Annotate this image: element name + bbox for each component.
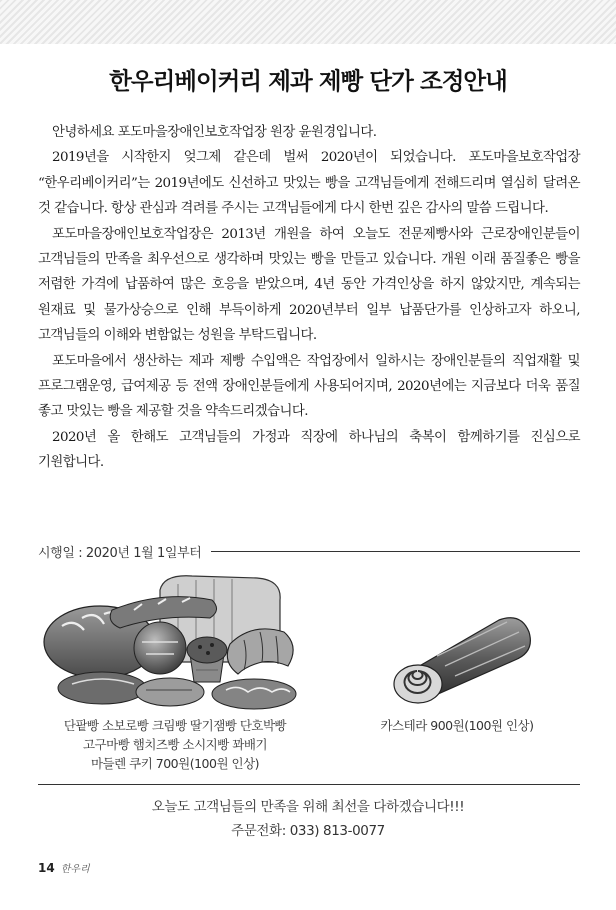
closing-section: [0, 795, 616, 843]
page-footer: [38, 860, 90, 875]
bread-assortment-illustration: [42, 570, 304, 716]
order-phone: 주문전화: 033) 813-0077: [231, 823, 385, 839]
castella-price: 카스테라 900원(100원 인상): [380, 718, 534, 733]
paragraph-intro: 2019년을 시작한지 엊그제 같은데 벌써 2020년이 되었습니다. 포도마을보호작업장 “한우리베이커리”는 2019년에도 신선하고 맛있는 빵을 고객님들에게 전해드리며 열심히 달려온 것 같습니다. 항상 관심과 격려를 주시는 고객님들에게 다시 한번 깊은 감사의 말씀 드립니다.: [38, 150, 580, 217]
closing-message: 오늘도 고객님들의 만족을 위해 최선을 다하겠습니다!!!: [151, 799, 465, 815]
paragraph-greeting: 안녕하세요 포도마을장애인보호작업장 원장 윤원경입니다.: [52, 125, 377, 140]
page-number: 14: [38, 860, 55, 875]
paragraph-revenue-use: 포도마을에서 생산하는 제과 제빵 수입액은 작업장에서 일하시는 장애인분들의 직업재활 및 프로그램운영, 급여제공 등 전액 장애인분들에게 사용되어지며, 2020년에는 지금보다 더욱 품질 좋고 맛있는 빵을 제공할 것을 약속드리겠습니다.: [38, 353, 580, 420]
product-line: 단팥빵 소보로빵 크림빵 딸기잼빵 단호박빵: [63, 718, 287, 733]
header-pattern-band: [0, 0, 616, 44]
footer-logo: 한우리: [60, 864, 90, 875]
castella-caption: [352, 716, 562, 735]
effective-date: 시행일 : 2020년 1월 1일부터: [38, 546, 202, 561]
page-title: 한우리베이커리 제과 제빵 단가 조정안내: [109, 67, 507, 95]
letter-body: [38, 120, 580, 476]
product-line: 마들렌 쿠키 700원(100원 인상): [90, 756, 260, 771]
divider: [38, 784, 580, 785]
divider: [211, 551, 580, 552]
castella-roll-illustration: [385, 610, 535, 704]
product-list-caption: [30, 716, 320, 773]
effective-date-row: [38, 542, 580, 561]
product-line: 고구마빵 햄치즈빵 소시지빵 꽈배기: [82, 737, 268, 752]
paragraph-blessing: 2020년 올 한해도 고객님들의 가정과 직장에 하나님의 축복이 함께하기를 진심으로 기원합니다.: [38, 429, 580, 471]
paragraph-price-notice: 포도마을장애인보호작업장은 2013년 개원을 하여 오늘도 전문제빵사와 근로장애인분들이 고객님들의 만족을 최우선으로 생각하며 맛있는 빵을 만들고 있습니다. 개원 이래 품질좋은 빵을 저렴한 가격에 납품하여 많은 호응을 받았으며, 4년 동안 가격인상을 하지 않았지만, 계속되는 원재료 및 물가상승으로 인해 부득이하게 2020년부터 일부 납품단가를 인상하고자 하오니, 고객님들의 이해와 변함없는 성원을 부탁드립니다.: [38, 226, 580, 344]
